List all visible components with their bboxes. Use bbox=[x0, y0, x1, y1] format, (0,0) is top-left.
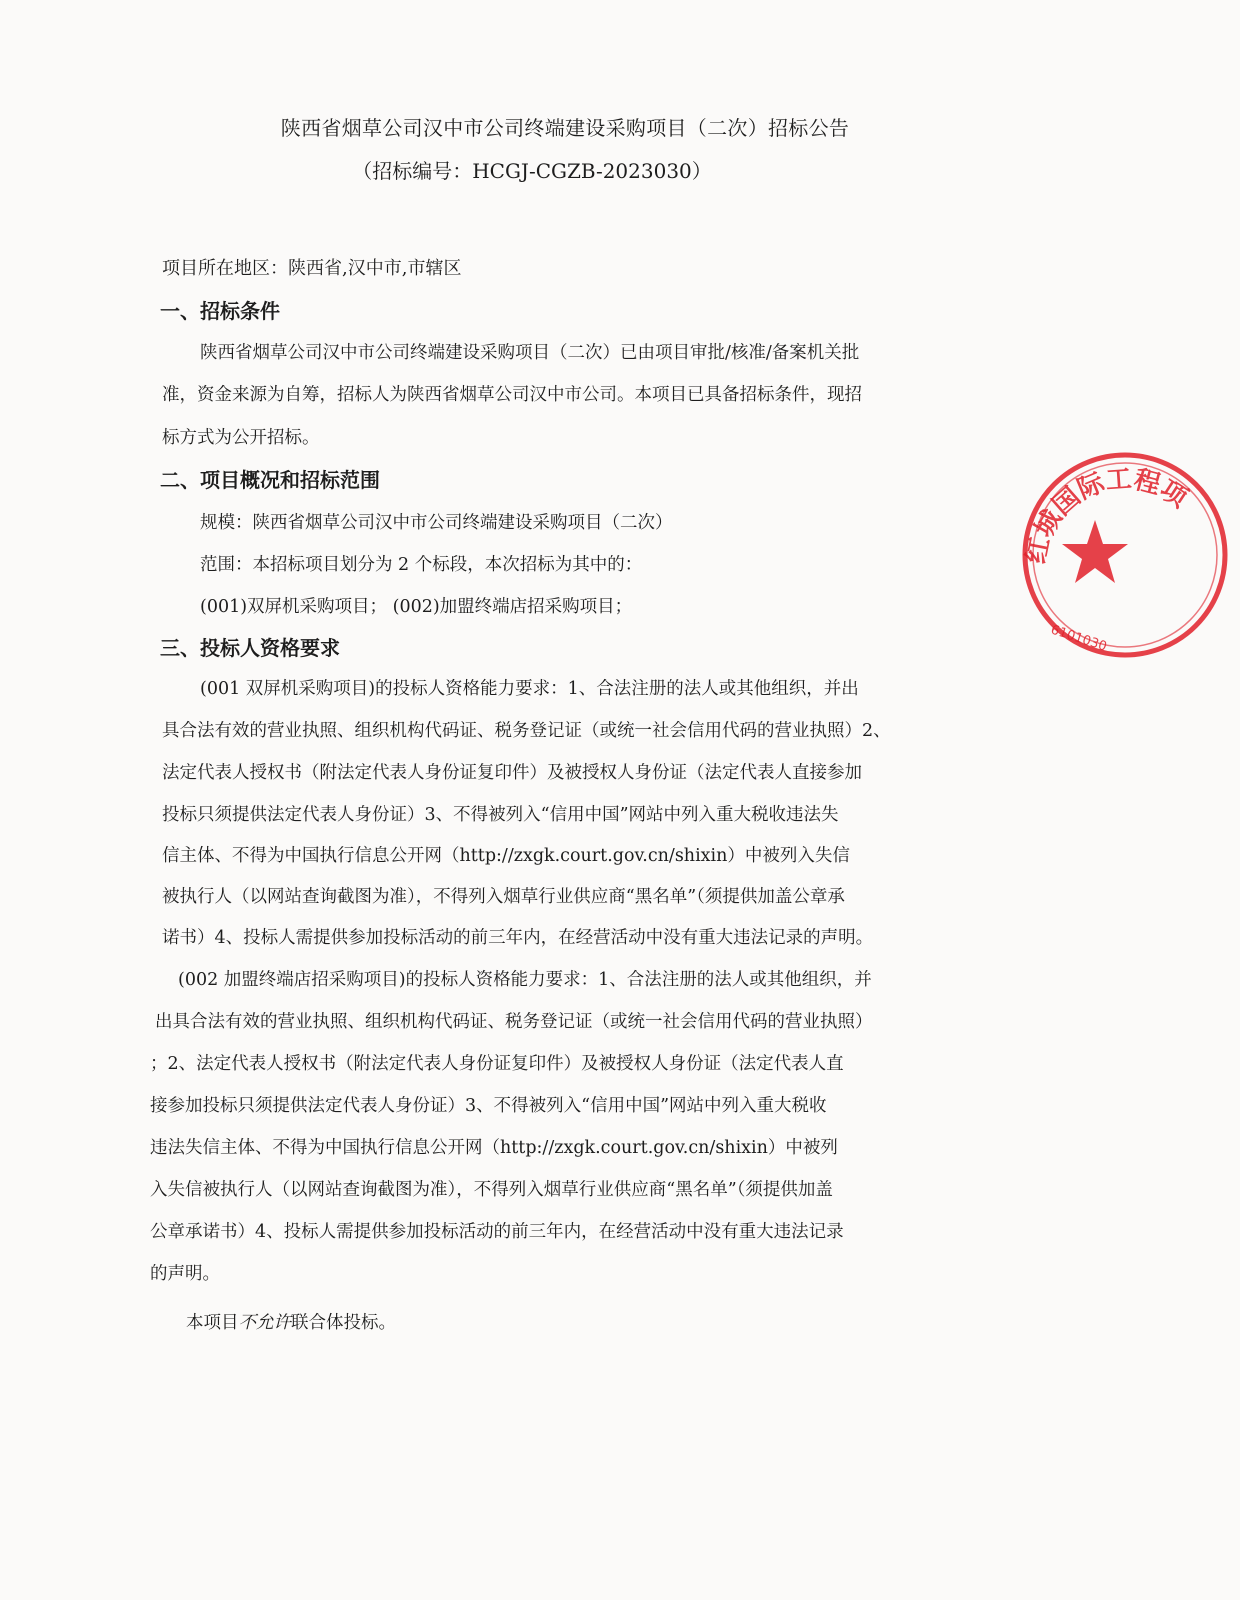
section2-line: (001)双屏机采购项目； (002)加盟终端店招采购项目； bbox=[200, 597, 633, 617]
section3-para2-line: ；2、法定代表人授权书（附法定代表人身份证复印件）及被授权人身份证（法定代表人直 bbox=[150, 1054, 844, 1074]
section3-para2-line: 的声明。 bbox=[150, 1264, 220, 1284]
section1-line: 标方式为公开招标。 bbox=[162, 428, 320, 448]
stamp-text: 红城国际工程项 bbox=[1021, 464, 1193, 567]
section3-para2-line: 出具合法有效的营业执照、组织机构代码证、税务登记证（或统一社会信用代码的营业执照） bbox=[155, 1012, 873, 1032]
project-region: 项目所在地区：陕西省,汉中市,市辖区 bbox=[162, 258, 462, 279]
section2-line: 范围：本招标项目划分为 2 个标段，本次招标为其中的： bbox=[200, 555, 643, 575]
section1-line: 准，资金来源为自筹，招标人为陕西省烟草公司汉中市公司。本项目已具备招标条件，现招 bbox=[162, 385, 862, 405]
section3-para2-line: 入失信被执行人（以网站查询截图为准），不得列入烟草行业供应商“黑名单”（须提供加盖 bbox=[150, 1180, 833, 1200]
section-heading-1: 一、招标条件 bbox=[160, 299, 280, 323]
section3-para2-line: 公章承诺书）4、投标人需提供参加投标活动的前三年内，在经营活动中没有重大违法记录 bbox=[150, 1222, 844, 1242]
section3-para2-line: 接参加投标只须提供法定代表人身份证）3、不得被列入“信用中国”网站中列入重大税收 bbox=[150, 1096, 827, 1116]
section3-para1-line: (001 双屏机采购项目)的投标人资格能力要求：1、合法注册的法人或其他组织，并出 bbox=[200, 679, 859, 699]
closing-italic: 不允许 bbox=[238, 1313, 291, 1333]
official-seal-stamp bbox=[1010, 440, 1240, 670]
section3-para1-line: 投标只须提供法定代表人身份证）3、不得被列入“信用中国”网站中列入重大税收违法失 bbox=[162, 805, 839, 825]
document-subtitle: （招标编号：HCGJ-CGZB-2023030） bbox=[352, 159, 712, 183]
closing-prefix: 本项目 bbox=[186, 1313, 239, 1333]
stamp-star-icon bbox=[1062, 520, 1128, 583]
closing-suffix: 联合体投标。 bbox=[291, 1313, 396, 1333]
section3-para1-line: 法定代表人授权书（附法定代表人身份证复印件）及被授权人身份证（法定代表人直接参加 bbox=[162, 763, 862, 783]
section2-line: 规模：陕西省烟草公司汉中市公司终端建设采购项目（二次） bbox=[200, 513, 673, 533]
section3-para2-line: 违法失信主体、不得为中国执行信息公开网（http://zxgk.court.gov.cn/shixin）中被列 bbox=[150, 1138, 838, 1158]
section3-para1-line: 诺书）4、投标人需提供参加投标活动的前三年内，在经营活动中没有重大违法记录的声明。 bbox=[162, 928, 874, 948]
section3-para1-line: 具合法有效的营业执照、组织机构代码证、税务登记证（或统一社会信用代码的营业执照）2、 bbox=[162, 721, 891, 741]
stamp-number: 6101030 bbox=[1048, 622, 1109, 655]
section3-para2-line: (002 加盟终端店招采购项目)的投标人资格能力要求：1、合法注册的法人或其他组织，并 bbox=[178, 970, 872, 990]
section1-line: 陕西省烟草公司汉中市公司终端建设采购项目（二次）已由项目审批/核准/备案机关批 bbox=[200, 343, 860, 363]
section3-para1-line: 被执行人（以网站查询截图为准），不得列入烟草行业供应商“黑名单”（须提供加盖公章承 bbox=[162, 887, 845, 907]
section-heading-3: 三、投标人资格要求 bbox=[160, 636, 340, 660]
closing-statement bbox=[186, 1310, 396, 1336]
document-title: 陕西省烟草公司汉中市公司终端建设采购项目（二次）招标公告 bbox=[280, 116, 850, 140]
section-heading-2: 二、项目概况和招标范围 bbox=[160, 468, 380, 492]
section3-para1-line: 信主体、不得为中国执行信息公开网（http://zxgk.court.gov.cn/shixin）中被列入失信 bbox=[162, 846, 850, 866]
